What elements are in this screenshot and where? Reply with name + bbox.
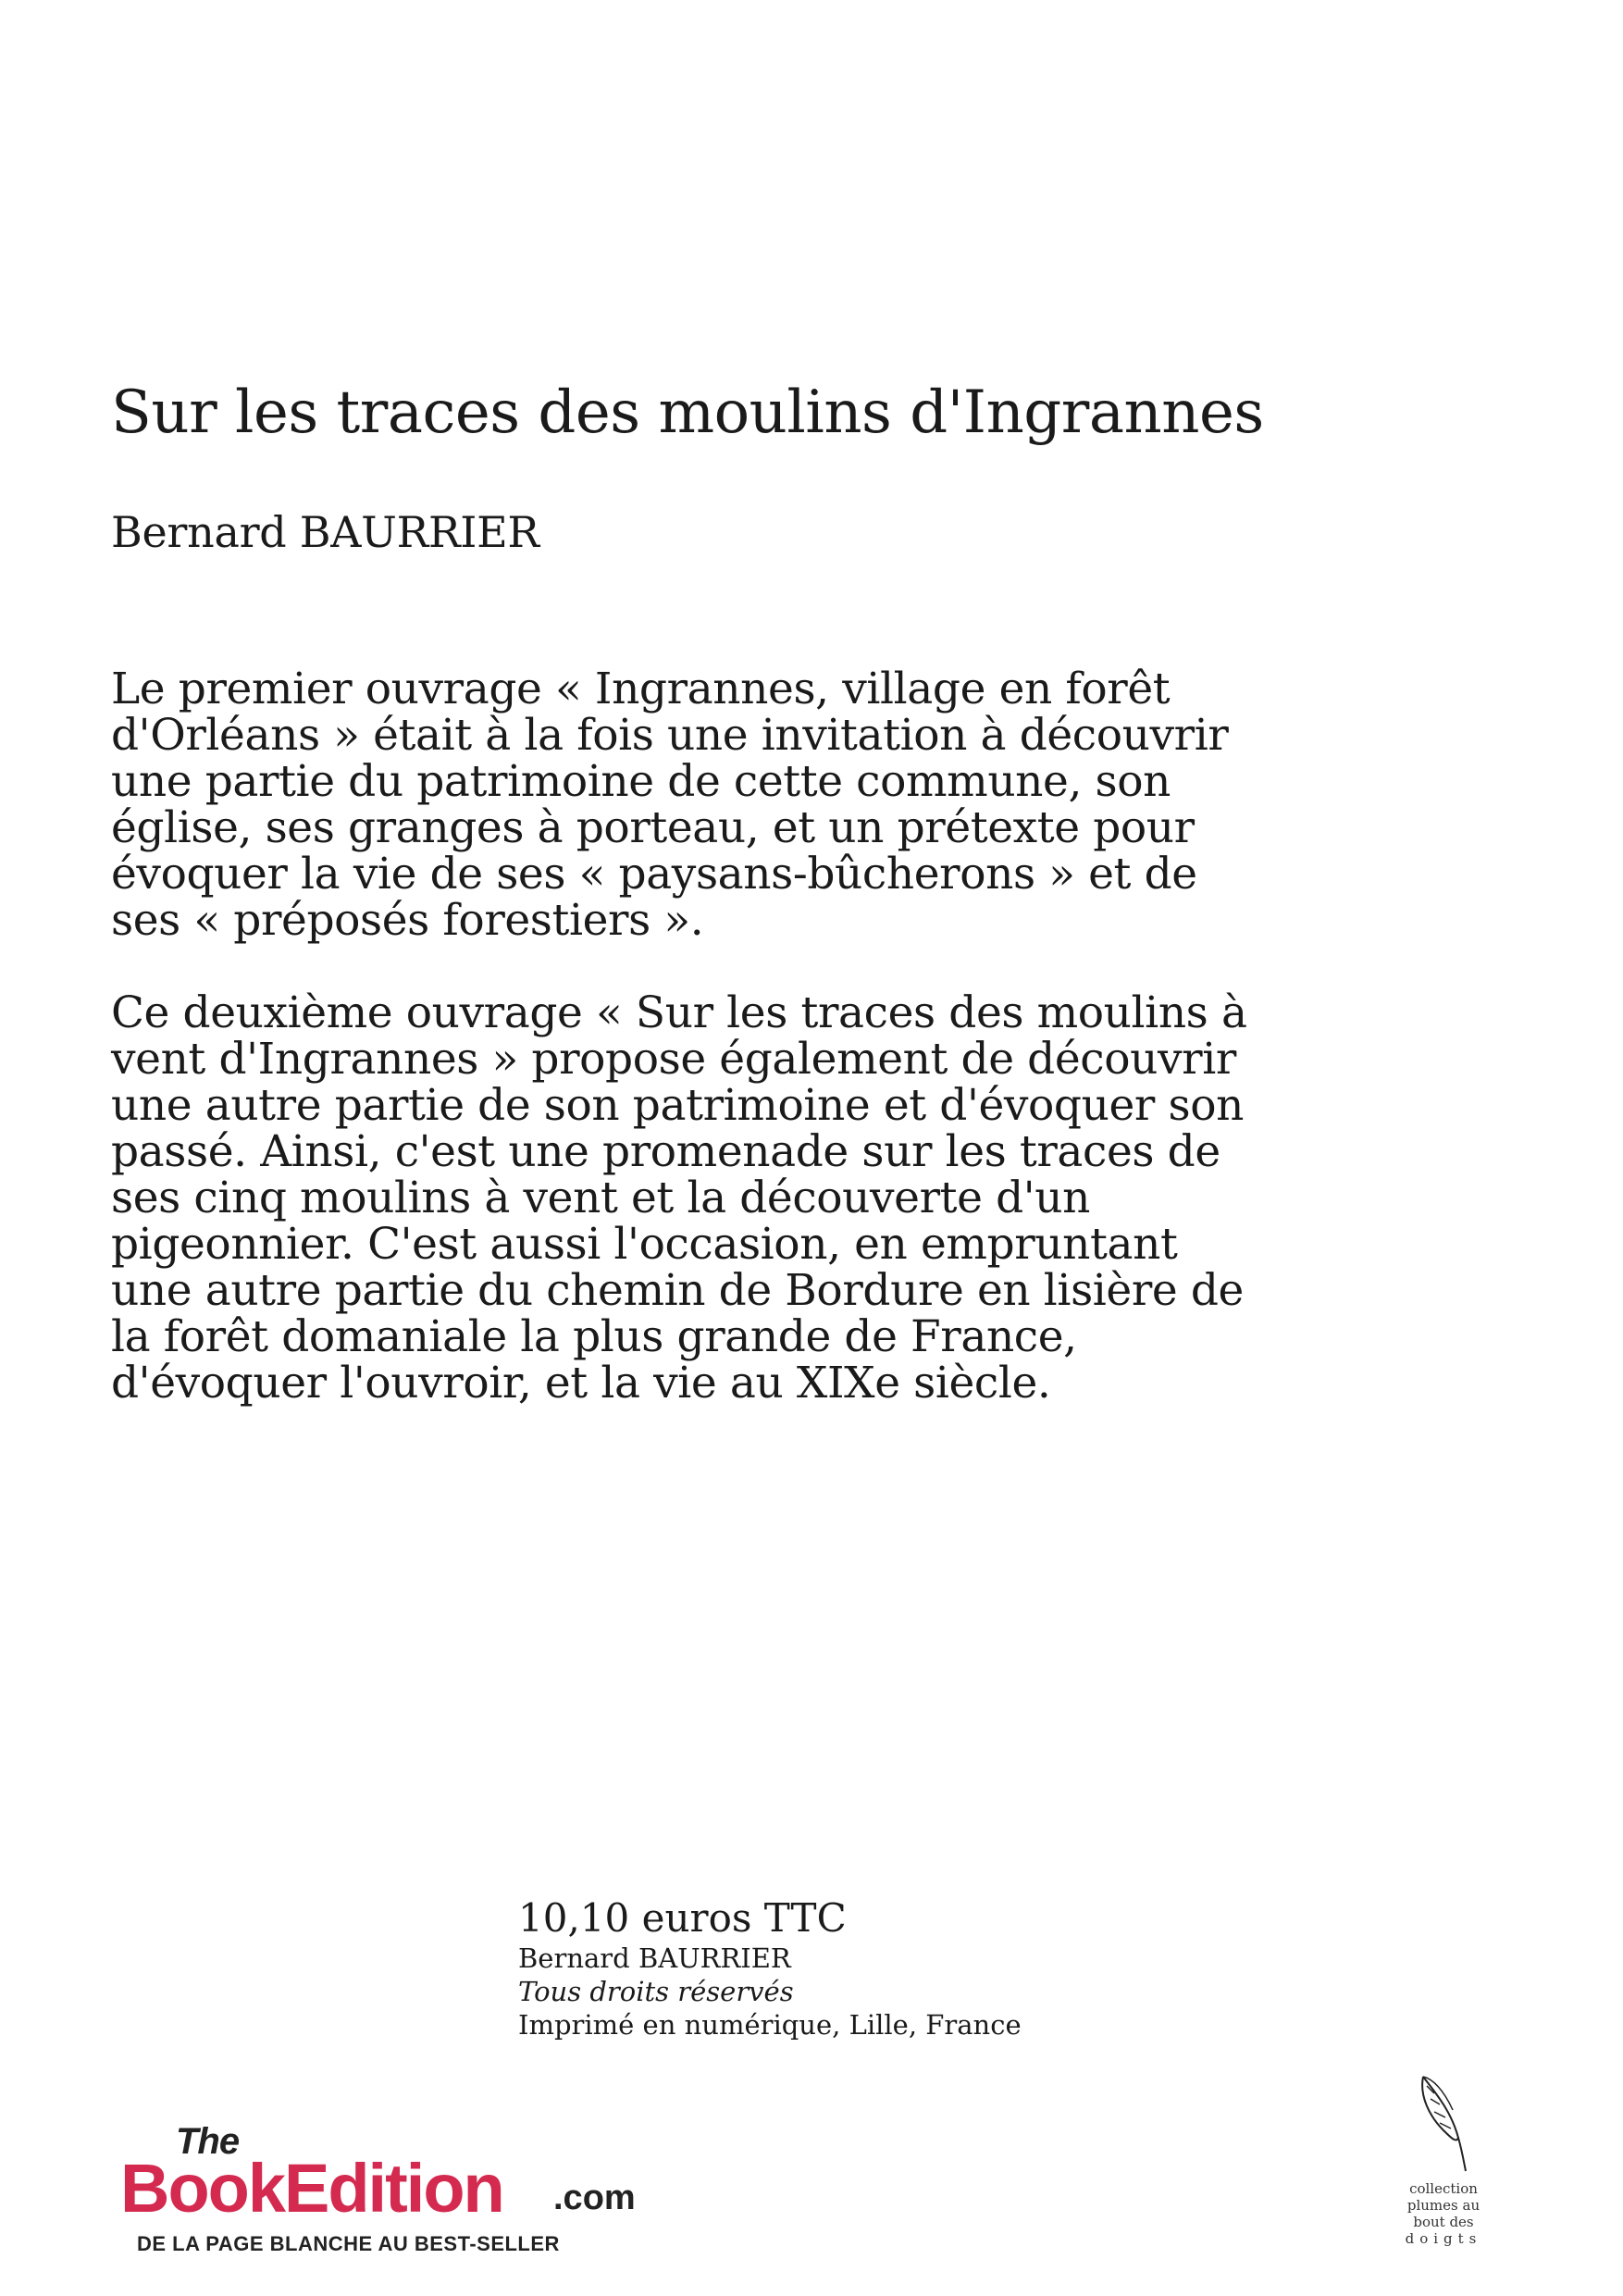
- imprint-printing: Imprimé en numérique, Lille, France: [518, 2009, 1022, 2041]
- imprint-block: [518, 1895, 1258, 2042]
- imprint-rights: Tous droits réservés: [518, 1976, 794, 2007]
- collection-line-3: bout des: [1413, 2214, 1474, 2230]
- collection-line-4: doigts: [1405, 2230, 1482, 2247]
- feather-icon: [1416, 2073, 1471, 2175]
- price: 10,10 euros TTC: [518, 1895, 847, 1941]
- book-author: Bernard BAURRIER: [111, 507, 539, 557]
- logo-the: The: [176, 2121, 240, 2162]
- publisher-logo: [120, 2121, 675, 2255]
- collection-line-2: plumes au: [1406, 2197, 1481, 2214]
- synopsis-paragraph-1: Le premier ouvrage « Ingrannes, village en forêt d'Orléans » était à la fois une invitation à découvrir une partie du patrimoine de cette commune, son église, ses granges à porteau, et un prétexte pour évoquer la vie de ses « paysans-bûcherons » et de ses « préposés forestiers ».: [111, 664, 1229, 946]
- logo-domain: .com: [553, 2178, 636, 2217]
- synopsis-paragraph-2: Ce deuxième ouvrage « Sur les traces des moulins à vent d'Ingrannes » propose également de découvrir une autre partie de son patrimoine et d'évoquer son passé. Ainsi, c'est une promenade sur les traces de ses cinq moulins à vent et la découverte d'un pigeonnier. C'est aussi l'occasion, en empruntant une autre partie du chemin de Bordure en lisière de la forêt domaniale la plus grande de France, d'évoquer l'ouvroir, et la vie au XIXe siècle.: [111, 987, 1247, 1409]
- imprint-author: Bernard BAURRIER: [518, 1942, 791, 1974]
- logo-brand: BookEdition: [120, 2150, 503, 2227]
- synopsis: [111, 666, 1258, 1453]
- book-title: Sur les traces des moulins d'Ingrannes: [111, 379, 1264, 447]
- collection-line-1: collection: [1409, 2180, 1478, 2197]
- collection-mark: [1388, 2073, 1499, 2247]
- logo-tagline: DE LA PAGE BLANCHE AU BEST-SELLER: [137, 2232, 560, 2255]
